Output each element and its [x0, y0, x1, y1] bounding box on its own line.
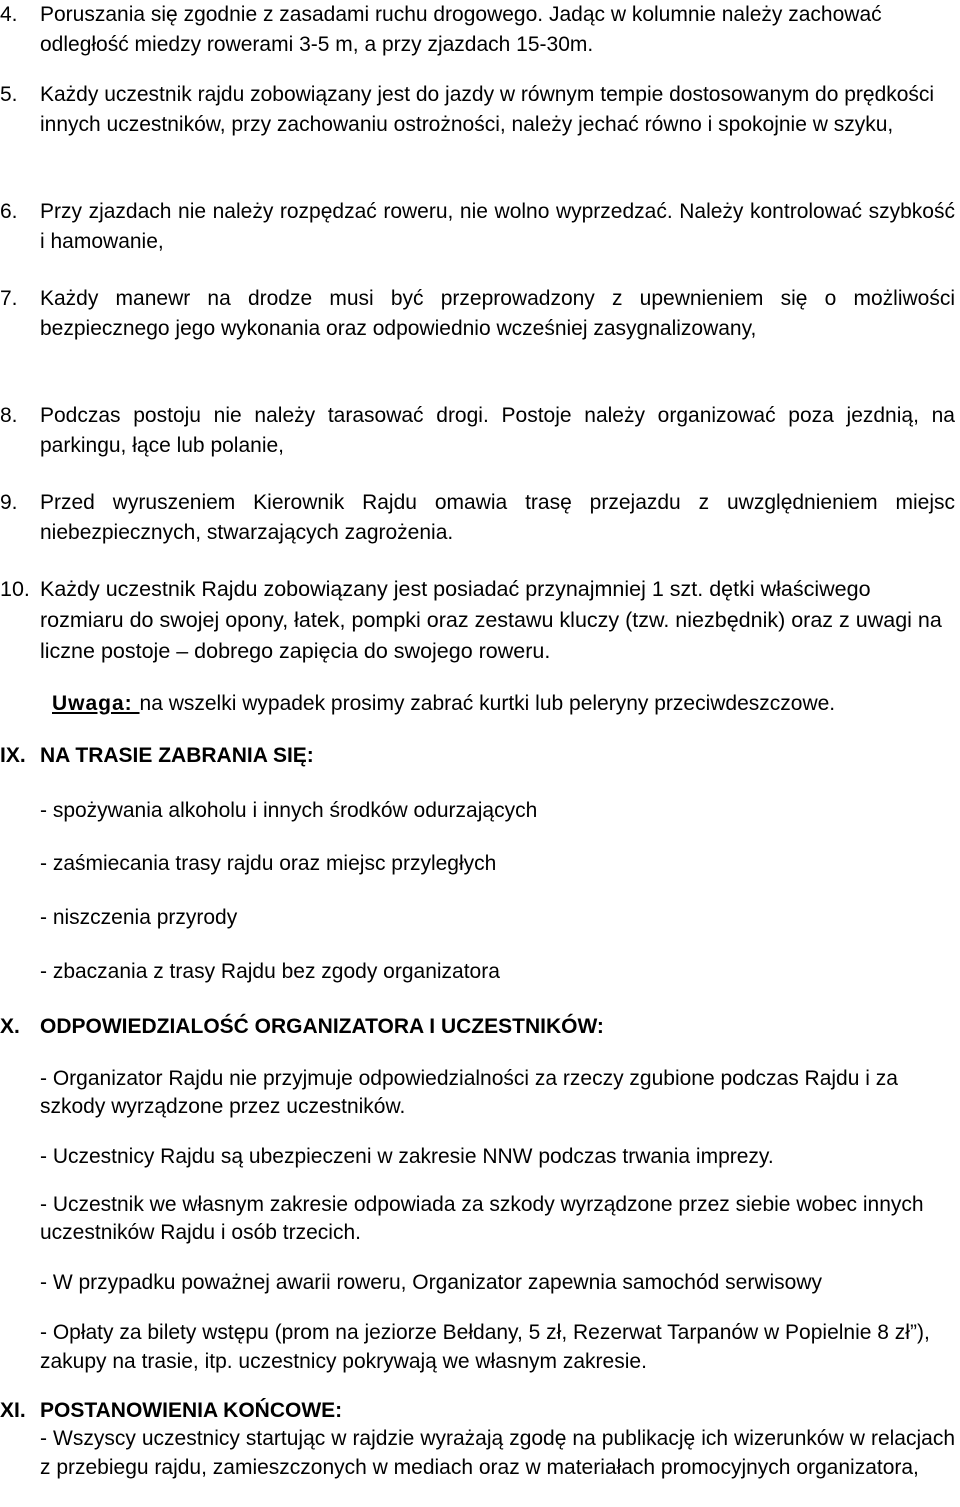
rule-item-8 — [0, 401, 955, 461]
responsibility-item: - W przypadku poważnej awarii roweru, Organizator zapewnia samochód serwisowy — [40, 1271, 822, 1294]
rule-text: Każdy manewr na drodze musi być przeprowadzony z upewnieniem się o możliwości bezpiecznego jego wykonania oraz odpowiednio wcześniej zasygnalizowany, — [40, 287, 955, 340]
rule-item-10 — [0, 574, 955, 667]
rule-text: Podczas postoju nie należy tarasować drogi. Postoje należy organizować poza jezdnią, na parkingu, łące lub polanie, — [40, 404, 955, 457]
prohibition-item: - zbaczania z trasy Rajdu bez zgody organizatora — [40, 960, 500, 983]
responsibility-item: - Uczestnicy Rajdu są ubezpieczeni w zakresie NNW podczas trwania imprezy. — [40, 1145, 774, 1168]
responsibility-item: - Organizator Rajdu nie przyjmuje odpowiedzialności za rzeczy zgubione podczas Rajdu i za szkody wyrządzone przez uczestników. — [40, 1067, 898, 1118]
rule-number: 9. — [0, 491, 18, 514]
rule-item-5 — [0, 80, 955, 140]
section-number: XI. — [0, 1399, 26, 1422]
rule-number: 4. — [0, 3, 18, 26]
rule-item-9 — [0, 488, 955, 548]
rule-item-4 — [0, 0, 955, 60]
prohibition-item: - zaśmiecania trasy rajdu oraz miejsc przyległych — [40, 852, 497, 875]
final-provision-item: - Wszyscy uczestnicy startując w rajdzie wyrażają zgodę na publikację ich wizerunków w relacjach z przebiegu rajdu, zamieszczonych w mediach oraz w materiałach promocyjnych organizatora, — [40, 1427, 955, 1479]
uwaga-text: na wszelki wypadek prosimy zabrać kurtki lub peleryny przeciwdeszczowe. — [139, 692, 836, 715]
section-heading-ix — [0, 741, 955, 771]
responsibility-item: - Opłaty za bilety wstępu (prom na jeziorze Bełdany, 5 zł, Rezerwat Tarpanów w Popielnie 8 zł”), zakupy na trasie, itp. uczestnicy pokrywają we własnym zakresie. — [40, 1321, 930, 1373]
section-heading-x — [0, 1012, 955, 1042]
rule-text: Przed wyruszeniem Kierownik Rajdu omawia trasę przejazdu z uwzględnieniem miejsc niebezpiecznych, stwarzających zagrożenia. — [40, 491, 955, 544]
rule-text: Każdy uczestnik rajdu zobowiązany jest do jazdy w równym tempie dostosowanym do prędkości innych uczestników, przy zachowaniu ostrożności, należy jechać równo i spokojnie w szyku, — [40, 83, 935, 136]
section-title: POSTANOWIENIA KOŃCOWE: — [40, 1399, 343, 1422]
rule-text: Przy zjazdach nie należy rozpędzać roweru, nie wolno wyprzedzać. Należy kontrolować szybkość i hamowanie, — [40, 200, 955, 253]
rule-number: 8. — [0, 404, 18, 427]
section-title: NA TRASIE ZABRANIA SIĘ: — [40, 744, 314, 767]
rule-number: 5. — [0, 83, 18, 106]
prohibition-item: - spożywania alkoholu i innych środków odurzających — [40, 799, 538, 822]
rule-number: 7. — [0, 287, 18, 310]
section-number: X. — [0, 1015, 20, 1038]
responsibility-item: - Uczestnik we własnym zakresie odpowiada za szkody wyrządzone przez siebie wobec innych uczestników Rajdu i osób trzecich. — [40, 1193, 924, 1244]
section-title: ODPOWIEDZIALOŚĆ ORGANIZATORA I UCZESTNIKÓW: — [40, 1015, 604, 1038]
rule-number: 10. — [0, 577, 30, 601]
section-number: IX. — [0, 744, 26, 767]
uwaga-note — [52, 689, 957, 719]
rule-text: Każdy uczestnik Rajdu zobowiązany jest posiadać przynajmniej 1 szt. dętki właściwego rozmiaru do swojej opony, łatek, pompki oraz zestawu kluczy (tzw. niezbędnik) oraz z uwagi na liczne postoje – dobrego zapięcia do swojego roweru. — [40, 577, 942, 663]
section-heading-xi — [0, 1396, 955, 1426]
rule-item-6 — [0, 197, 955, 257]
prohibition-item: - niszczenia przyrody — [40, 906, 238, 929]
uwaga-label: Uwaga: — [52, 692, 140, 715]
rule-number: 6. — [0, 200, 18, 223]
rule-text: Poruszania się zgodnie z zasadami ruchu drogowego. Jadąc w kolumnie należy zachować odległość miedzy rowerami 3-5 m, a przy zjazdach 15-30m. — [40, 3, 882, 56]
rule-item-7 — [0, 284, 955, 344]
